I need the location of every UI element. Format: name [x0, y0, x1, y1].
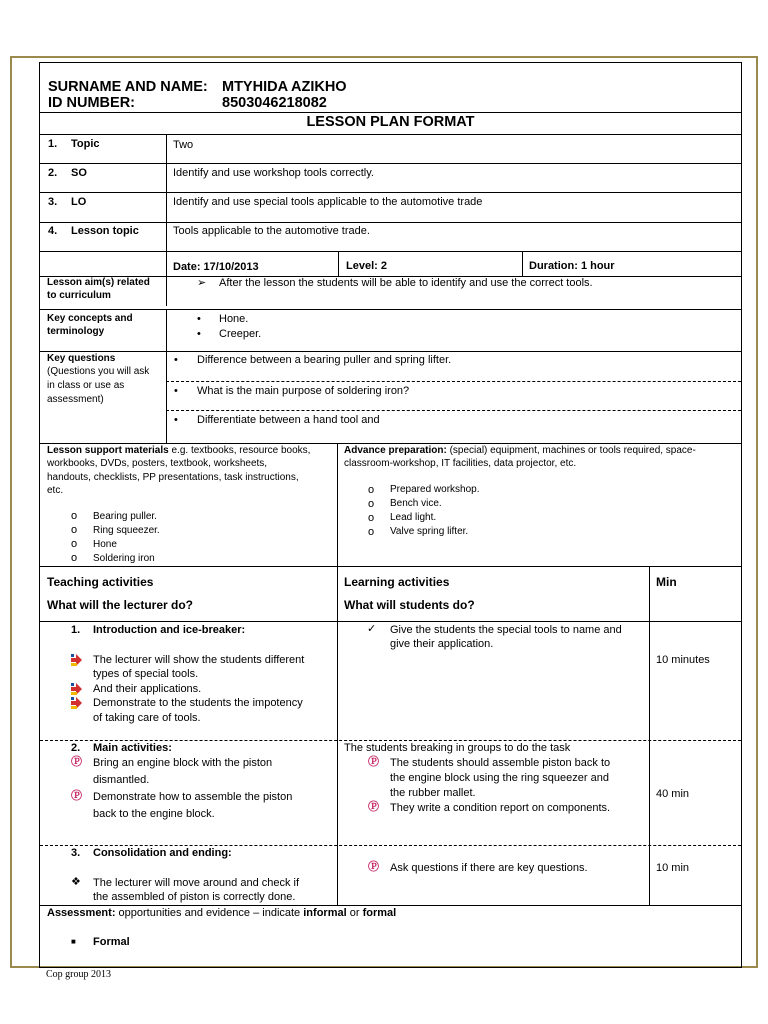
bullet-icon: •	[197, 328, 201, 340]
row-4-label: Lesson topic	[71, 225, 139, 237]
intro-text-1b: types of special tools.	[93, 668, 199, 680]
advance-label: Advance preparation:	[344, 445, 447, 456]
intro-learn-b: give their application.	[390, 638, 494, 650]
row-4-num: 4.	[48, 225, 58, 237]
bullet-icon: •	[174, 354, 178, 366]
circle-bullet-icon: o	[71, 524, 78, 536]
support-line-1: e.g. textbooks, resource books,	[171, 445, 311, 456]
consol-text-1a: The lecturer will move around and check if	[93, 877, 300, 889]
consol-min: 10 min	[656, 862, 690, 874]
row-3-value: Identify and use special tools applicable to the automotive trade	[173, 196, 483, 208]
main-learn-1a: The students should assemble piston back to	[390, 757, 611, 769]
concepts-label-2: terminology	[47, 326, 105, 337]
support-item: Ring squeezer.	[93, 525, 160, 536]
consol-text-1b: the assembled of piston is correctly done.	[93, 891, 296, 903]
learning-question: What will students do?	[344, 598, 475, 612]
name-label: SURNAME AND NAME:	[48, 79, 208, 95]
row-2-label: SO	[71, 167, 87, 179]
main-text-2a: Demonstrate how to assemble the piston	[93, 791, 293, 803]
question-item: Difference between a bearing puller and spring lifter.	[197, 354, 452, 366]
row-3-num: 3.	[48, 196, 58, 208]
row-1-label: Topic	[71, 138, 100, 150]
advance-item: Prepared workshop.	[390, 484, 480, 495]
question-item: Differentiate between a hand tool and	[197, 414, 380, 426]
concept-item: Hone.	[219, 313, 249, 325]
row-3-label: LO	[71, 196, 87, 208]
checkmark-icon: ✓	[367, 623, 377, 635]
lesson-plan-document	[39, 62, 742, 968]
advance-item: Lead light.	[390, 512, 437, 523]
row-2-num: 2.	[48, 167, 58, 179]
lesson-level: Level: 2	[346, 260, 387, 272]
swirl-bullet-icon: Ⓟ	[368, 801, 379, 813]
pointing-arrow-icon	[71, 697, 83, 709]
questions-label: Key questions	[47, 353, 116, 364]
circle-bullet-icon: o	[368, 484, 375, 496]
circle-bullet-icon: o	[368, 498, 375, 510]
bullet-icon: •	[174, 385, 178, 397]
row-2-value: Identify and use workshop tools correctly.	[173, 167, 374, 179]
concepts-label-1: Key concepts and	[47, 313, 133, 324]
lesson-date: Date: 17/10/2013	[173, 261, 259, 273]
lesson-duration: Duration: 1 hour	[529, 260, 615, 272]
support-item: Bearing puller.	[93, 511, 157, 522]
consol-learn: Ask questions if there are key questions.	[390, 862, 588, 874]
aims-label-2: to curriculum	[47, 290, 111, 301]
support-item: Soldering iron	[93, 553, 155, 564]
diamond-bullet-icon: ❖	[71, 876, 81, 888]
square-bullet-icon: ■	[71, 937, 76, 946]
advance-item: Bench vice.	[390, 498, 442, 509]
intro-text-1a: The lecturer will show the students different	[93, 654, 305, 666]
arrow-bullet-icon: ➢	[197, 277, 207, 289]
main-learn-2: They write a condition report on components.	[390, 802, 611, 814]
question-item: What is the main purpose of soldering iron?	[197, 385, 410, 397]
learning-activities-heading: Learning activities	[344, 575, 450, 589]
swirl-bullet-icon: Ⓟ	[368, 861, 379, 873]
pointing-arrow-icon	[71, 683, 83, 695]
row-1-value: Two	[173, 139, 194, 151]
id-value: 8503046218082	[222, 95, 327, 111]
intro-learn-a: Give the students the special tools to name and	[390, 624, 622, 636]
row-4-value: Tools applicable to the automotive trade.	[173, 225, 370, 237]
intro-text-3b: of taking care of tools.	[93, 712, 201, 724]
pointing-arrow-icon	[71, 654, 83, 666]
row-1-num: 1.	[48, 138, 58, 150]
main-text-1b: dismantled.	[93, 774, 150, 786]
support-label: Lesson support materials	[47, 445, 169, 456]
circle-bullet-icon: o	[71, 538, 78, 550]
advance-item: Valve spring lifter.	[390, 526, 469, 537]
circle-bullet-icon: o	[368, 512, 375, 524]
swirl-bullet-icon: Ⓟ	[71, 756, 82, 768]
support-line-4: etc.	[47, 485, 64, 496]
support-item: Hone	[93, 539, 117, 550]
bullet-icon: •	[174, 414, 178, 426]
questions-sub-1: (Questions you will ask	[47, 366, 150, 377]
advance-line-1: (special) equipment, machines or tools required, space-	[449, 445, 696, 456]
teaching-activities-heading: Teaching activities	[47, 575, 154, 589]
assessment-line: Assessment: opportunities and evidence – indicate informal or formal	[47, 907, 397, 919]
questions-sub-3: assessment)	[47, 394, 104, 405]
support-line-2: workbooks, DVDs, posters, textbook, worksheets,	[47, 458, 268, 469]
main-learn-1c: the rubber mallet.	[390, 787, 476, 799]
intro-text-3a: Demonstrate to the students the impotency	[93, 697, 303, 709]
main-text-1a: Bring an engine block with the piston	[93, 757, 273, 769]
aims-label-1: Lesson aim(s) related	[47, 277, 150, 288]
concept-item: Creeper.	[219, 328, 262, 340]
support-line-3: handouts, checklists, PP presentations, task instructions,	[47, 472, 299, 483]
id-label: ID NUMBER:	[48, 95, 135, 111]
main-learn-heading: The students breaking in groups to do the task	[344, 742, 571, 754]
main-text-2b: back to the engine block.	[93, 808, 215, 820]
main-min: 40 min	[656, 788, 690, 800]
bullet-icon: •	[197, 313, 201, 325]
footer-text: Cop group 2013	[46, 969, 111, 980]
name-value: MTYHIDA AZIKHO	[222, 79, 347, 95]
assessment-item: Formal	[93, 936, 130, 948]
swirl-bullet-icon: Ⓟ	[368, 756, 379, 768]
intro-num: 1.	[71, 624, 81, 636]
min-heading: Min	[656, 575, 677, 589]
main-title: Main activities:	[93, 742, 172, 754]
questions-sub-2: in class or use as	[47, 380, 125, 391]
form-title: LESSON PLAN FORMAT	[306, 114, 475, 130]
intro-title: Introduction and ice-breaker:	[93, 624, 246, 636]
circle-bullet-icon: o	[71, 510, 78, 522]
aims-text: After the lesson the students will be able to identify and use the correct tools.	[219, 277, 593, 289]
consol-title: Consolidation and ending:	[93, 847, 232, 859]
main-num: 2.	[71, 742, 81, 754]
intro-text-2: And their applications.	[93, 683, 202, 695]
circle-bullet-icon: o	[71, 552, 78, 564]
circle-bullet-icon: o	[368, 526, 375, 538]
swirl-bullet-icon: Ⓟ	[71, 790, 82, 802]
intro-min: 10 minutes	[656, 654, 710, 666]
consol-num: 3.	[71, 847, 81, 859]
advance-line-2: classroom-workshop, IT facilities, data projector, etc.	[344, 458, 577, 469]
main-learn-1b: the engine block using the ring squeezer and	[390, 772, 609, 784]
teaching-question: What will the lecturer do?	[47, 598, 194, 612]
